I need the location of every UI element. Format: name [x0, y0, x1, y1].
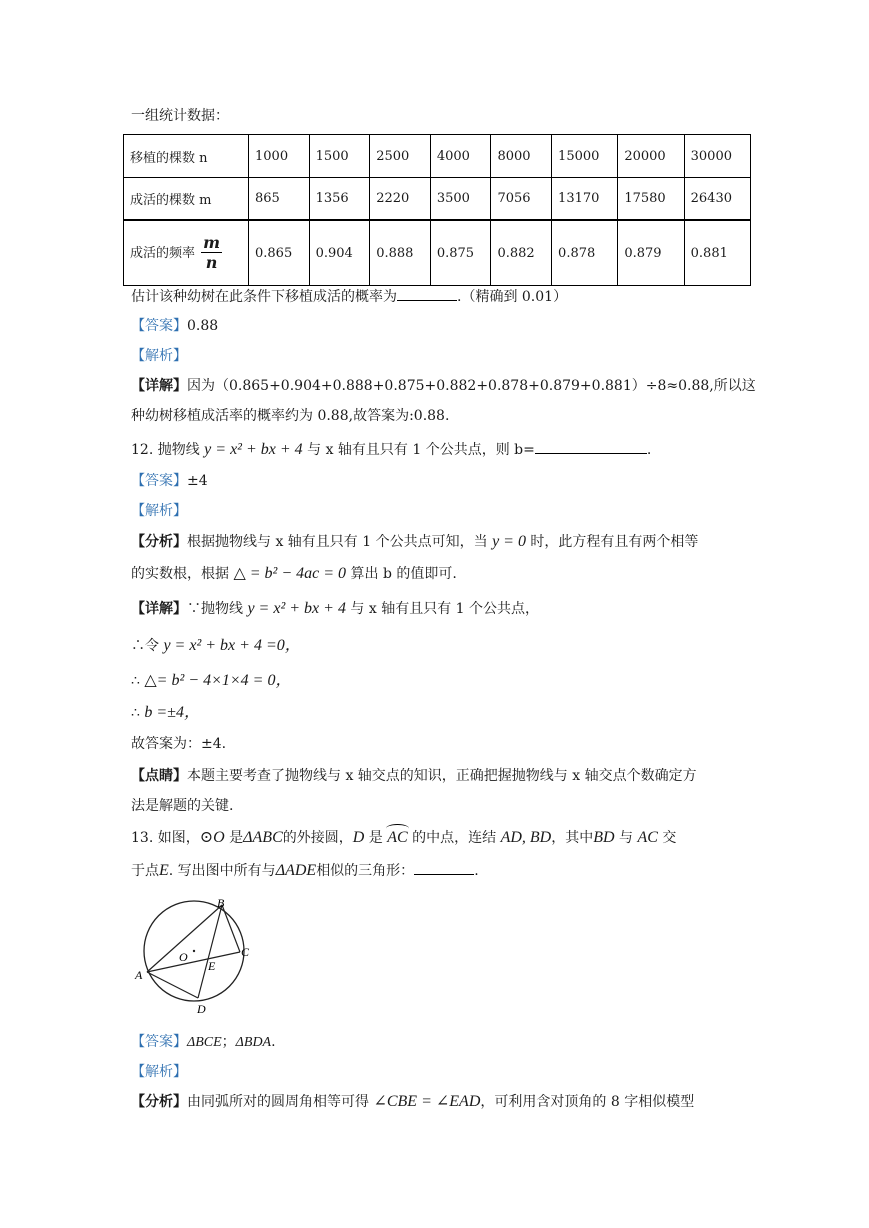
math-expression: b =±4，	[144, 704, 200, 721]
table-cell: 0.904	[309, 220, 370, 286]
q13-fenxi	[131, 1092, 694, 1112]
text: 根据抛物线与 x 轴有且只有 1 个公共点可知，当	[187, 534, 488, 550]
table-cell: 17580	[618, 178, 684, 221]
text: 算出 b 的值即可.	[350, 566, 457, 582]
table-cell: 2500	[370, 135, 431, 178]
q13-question-2	[131, 860, 479, 881]
question-number: 13.	[131, 830, 154, 846]
text: ∵抛物线	[187, 601, 243, 617]
q11-question-text: 估计该种幼树在此条件下移植成活的概率为	[131, 289, 397, 305]
text: 与	[619, 830, 634, 846]
row-label: 成活的棵数 m	[124, 178, 249, 221]
q11-detail-2: 种幼树移植成活率的概率约为 0.88,故答案为:0.88.	[131, 408, 450, 424]
text: ；	[221, 1034, 236, 1050]
q11-answer	[131, 316, 218, 336]
fraction-numerator: m	[203, 232, 221, 252]
table-cell: 15000	[552, 135, 618, 178]
table-cell: 8000	[491, 135, 552, 178]
answer-value: ΔBCE	[187, 1035, 222, 1050]
label-o: O	[179, 950, 188, 964]
question-number: 12.	[131, 442, 154, 458]
q12-fenxi-1	[131, 532, 698, 552]
table-row	[124, 178, 751, 221]
text: 时，此方程有且有两个相等	[530, 534, 699, 550]
table-cell: 4000	[430, 135, 491, 178]
answer-tag: 【答案】	[131, 1034, 187, 1050]
text: .	[474, 863, 479, 879]
table-cell: 20000	[618, 135, 684, 178]
q13-analysis-tag: 【解析】	[131, 1064, 187, 1080]
detail-text: 因为（0.865+0.904+0.888+0.875+0.882+0.878+0.879+0.881）÷8≈0.88,所以这	[187, 378, 756, 394]
fraction	[201, 234, 222, 273]
text: ，其中	[551, 830, 594, 846]
math-expression: E	[159, 862, 169, 879]
table-cell: 0.888	[370, 220, 431, 286]
label-c: C	[241, 945, 250, 959]
answer-blank	[397, 286, 457, 301]
q11-question-tail: .（精确到 0.01）	[457, 289, 568, 305]
text: . 写出图中所有与	[168, 863, 276, 879]
math-expression: △ = b² − 4ac = 0	[233, 565, 347, 582]
q11-analysis-tag: 【解析】	[131, 348, 187, 364]
q12-analysis-tag: 【解析】	[131, 503, 187, 519]
text: 的外接圆，	[282, 830, 353, 846]
text: 与 x 轴有且只有 1 个公共点，	[350, 601, 540, 617]
text: ∴	[131, 673, 140, 689]
answer-tag: 【答案】	[131, 473, 187, 489]
math-expression: AC	[637, 829, 658, 846]
q12-end: .	[646, 442, 652, 458]
table-cell: 0.881	[684, 220, 750, 286]
q13-question-1	[131, 828, 676, 848]
text: 由同弧所对的圆周角相等可得	[187, 1094, 369, 1110]
arc-expression: AC	[387, 829, 408, 846]
answer-value: 0.88	[187, 318, 219, 334]
table-cell: 26430	[684, 178, 750, 221]
q13-answer	[131, 1032, 276, 1053]
table-cell: 0.882	[491, 220, 552, 286]
text: 的中点，连结	[412, 830, 497, 846]
q12-question	[131, 439, 651, 460]
segment-bd	[198, 905, 222, 998]
segment-ad	[147, 972, 198, 998]
math-expression: y = x² + bx + 4 =0，	[163, 637, 301, 654]
q12-text: 抛物线	[157, 442, 200, 458]
table-cell: 13170	[552, 178, 618, 221]
text: 如图，	[157, 830, 200, 846]
segment-bc	[222, 905, 240, 952]
text: 相似的三角形：	[316, 863, 415, 879]
table-cell: 865	[249, 178, 310, 221]
table-cell: 1356	[309, 178, 370, 221]
table-cell: 30000	[684, 135, 750, 178]
segment-ac	[147, 952, 240, 972]
label-a: A	[135, 968, 143, 982]
math-expression: y = x² + bx + 4	[204, 441, 303, 458]
label-e: E	[208, 959, 216, 973]
label-d: D	[197, 1002, 206, 1016]
q12-dianjing-2: 法是解题的关键.	[131, 798, 234, 814]
answer-blank	[414, 860, 474, 875]
math-expression: y = 0	[492, 533, 526, 550]
text: 本题主要考查了抛物线与 x 轴交点的知识，正确把握抛物线与 x 轴交点个数确定方	[187, 768, 697, 784]
table-cell: 2220	[370, 178, 431, 221]
table-cell: 0.879	[618, 220, 684, 286]
math-expression: ΔABC	[243, 829, 283, 846]
text: 的实数根，根据	[131, 566, 229, 582]
q11-detail-1	[131, 376, 756, 396]
q12-detail	[131, 599, 539, 619]
table-cell: 0.875	[430, 220, 491, 286]
text: 交	[662, 830, 677, 846]
comment-tag: 【点睛】	[131, 768, 187, 784]
table-cell: 1000	[249, 135, 310, 178]
statistics-table	[123, 134, 751, 286]
math-expression: D	[352, 829, 365, 846]
table-cell: 0.865	[249, 220, 310, 286]
geometry-figure	[131, 894, 261, 1018]
analysis-tag: 【分析】	[131, 1094, 187, 1110]
center-point	[193, 950, 195, 952]
q11-question	[131, 286, 567, 307]
text: .	[271, 1034, 276, 1050]
q12-dianjing-1	[131, 766, 697, 786]
answer-blank	[535, 439, 647, 454]
row-label: 移植的棵数 n	[124, 135, 249, 178]
answer-value: ±4	[187, 473, 208, 489]
fraction-denominator: n	[205, 252, 218, 272]
q12-conclusion: 故答案为：±4.	[131, 736, 227, 752]
q12-fenxi-2	[131, 564, 457, 584]
text: 是	[229, 830, 244, 846]
table-cell: 7056	[491, 178, 552, 221]
row-label	[124, 220, 249, 286]
math-expression: AD, BD	[500, 829, 552, 846]
answer-value: ΔBDA	[235, 1035, 272, 1050]
q12-step-2	[131, 671, 291, 691]
intro-text: 一组统计数据：	[131, 108, 229, 124]
q12-step-1	[131, 636, 301, 656]
math-expression: ΔADE	[275, 862, 317, 879]
detail-tag: 【详解】	[131, 601, 187, 617]
text: ，可利用含对顶角的 8 字相似模型	[480, 1094, 695, 1110]
math-expression: y = x² + bx + 4	[247, 600, 346, 617]
math-expression: ∠CBE = ∠EAD	[373, 1093, 481, 1110]
table-cell: 3500	[430, 178, 491, 221]
q12-text-2: 与 x 轴有且只有 1 个公共点，则 b=	[307, 442, 535, 458]
table-row	[124, 220, 751, 286]
analysis-tag: 【分析】	[131, 534, 187, 550]
math-expression: △= b² − 4×1×4 = 0，	[144, 672, 292, 689]
math-expression: ⊙O	[199, 829, 225, 846]
table-cell: 1500	[309, 135, 370, 178]
answer-tag: 【答案】	[131, 318, 187, 334]
label-b: B	[217, 896, 225, 910]
text: ∴	[131, 705, 140, 721]
math-expression: BD	[593, 829, 615, 846]
text: 是	[368, 830, 383, 846]
row-label-text: 成活的频率	[130, 245, 196, 261]
text: ∴令	[131, 638, 159, 654]
table-row	[124, 135, 751, 178]
detail-tag: 【详解】	[131, 378, 187, 394]
q12-step-3	[131, 703, 200, 723]
text: 于点	[131, 863, 159, 879]
q12-answer	[131, 471, 208, 491]
table-cell: 0.878	[552, 220, 618, 286]
